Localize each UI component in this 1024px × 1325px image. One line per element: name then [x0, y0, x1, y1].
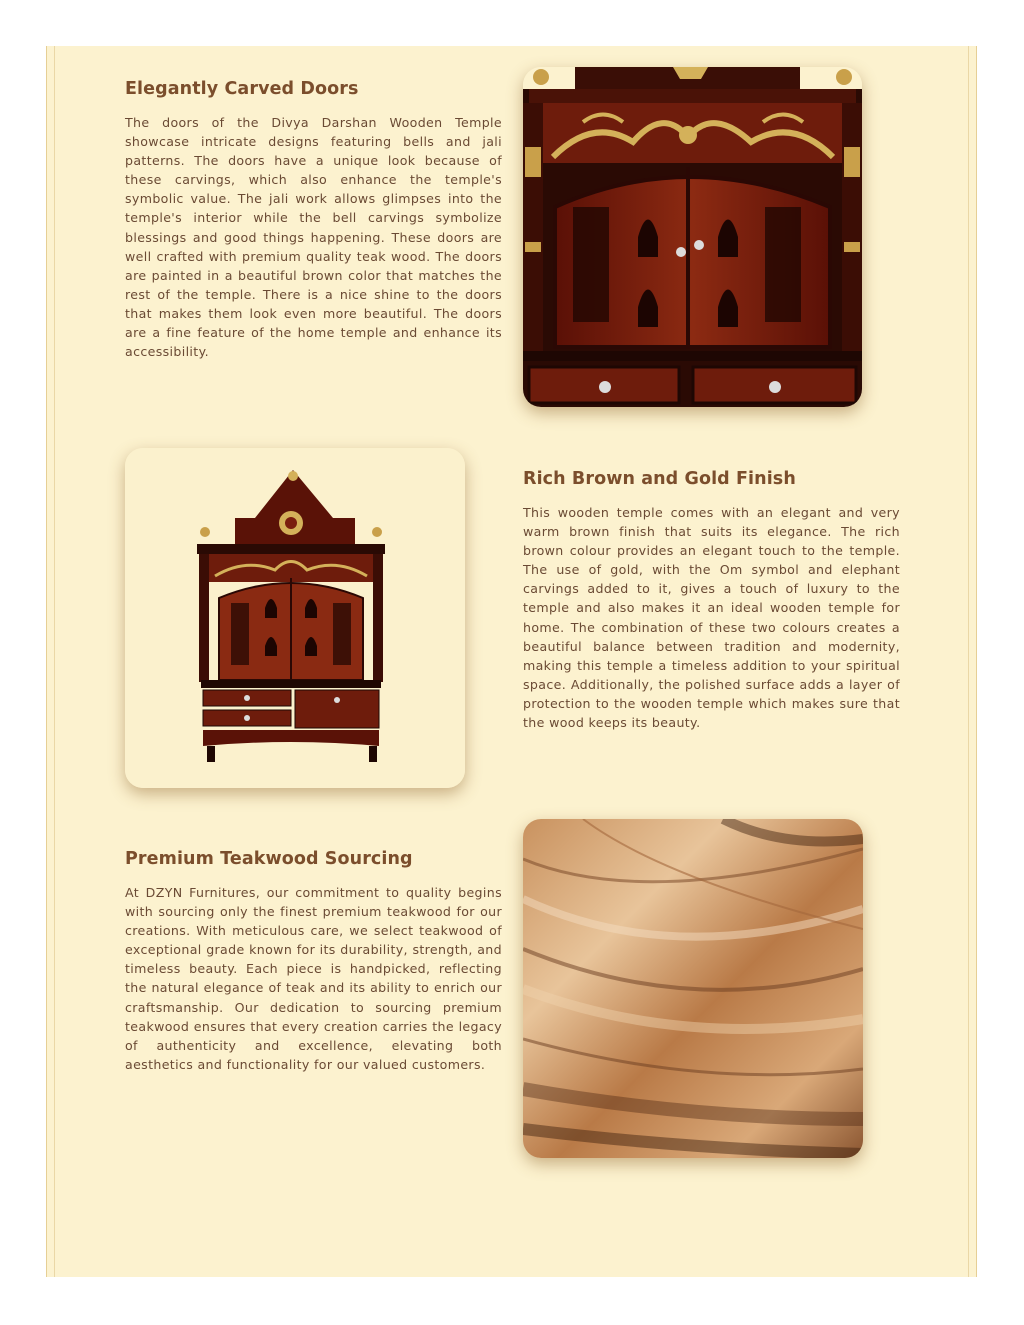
- section-heading: Premium Teakwood Sourcing: [125, 849, 413, 869]
- section-teakwood-sourcing: [125, 849, 502, 1074]
- section-body: At DZYN Furnitures, our commitment to quality begins with sourcing only the finest premium teakwood for our creations. With meticulous care, we select teakwood of exceptional grade known for its durability, strength, and timeless beauty. Each piece is handpicked, reflecting the natural elegance of teak and its ability to enrich our craftsmanship. Our dedication to sourcing premium teakwood ensures that every creation carries the legacy of authenticity and excellence, elevating both aesthetics and functionality for our valued customers.: [125, 885, 502, 1072]
- page-panel: [46, 46, 977, 1277]
- section-brown-gold-finish: [523, 469, 900, 732]
- section-heading: Rich Brown and Gold Finish: [523, 469, 796, 489]
- teakwood-texture-image: [523, 819, 863, 1158]
- section-body: This wooden temple comes with an elegant and very warm brown finish that suits its elegance. The rich brown colour provides an elegant touch to the temple. The use of gold, with the Om symbol and elephant carvings added to it, gives a touch of luxury to the temple and also makes it an ideal wooden temple for home. The combination of these two colours creates a beautiful balance between tradition and modernity, making this temple a timeless addition to your spiritual space. Additionally, the polished surface adds a layer of protection to the wooden temple which makes sure that the wood keeps its beauty.: [523, 505, 900, 731]
- section-carved-doors: [125, 79, 502, 361]
- full-temple-image: [125, 448, 465, 788]
- temple-doors-image: [523, 67, 862, 407]
- section-body: The doors of the Divya Darshan Wooden Temple showcase intricate designs featuring bells and jali patterns. The doors have a unique look because of these carvings, which also enhance the temple's symbolic value. The jali work allows glimpses into the temple's interior while the bell carvings symbolize blessings and good things happening. These doors are well crafted with premium quality teak wood. The doors are painted in a beautiful brown color that matches the rest of the temple. There is a nice shine to the doors that makes them look even more beautiful. The doors are a fine feature of the home temple and enhance its accessibility.: [125, 115, 502, 360]
- section-heading: Elegantly Carved Doors: [125, 79, 359, 99]
